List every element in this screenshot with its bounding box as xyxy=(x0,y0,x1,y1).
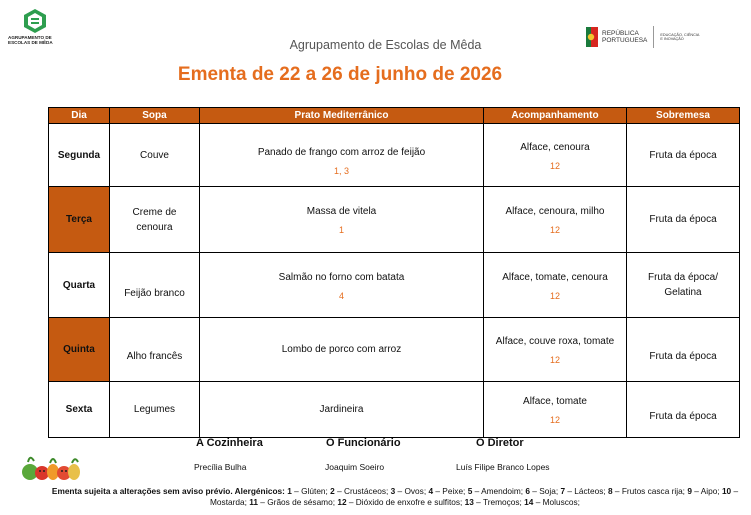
allergen-item xyxy=(465,486,523,496)
allergen-item xyxy=(388,486,426,496)
column-header-dish: Prato Mediterrânico xyxy=(200,108,484,124)
soup-cell: Feijão branco xyxy=(110,253,200,318)
vegetables-icon xyxy=(20,452,82,482)
day-cell: Terça xyxy=(49,187,110,253)
menu-header-row xyxy=(49,108,740,124)
allergen-item xyxy=(522,497,580,507)
allergen-item xyxy=(335,497,462,507)
side-name: Alface, cenoura, milho xyxy=(505,206,605,217)
soup-name: Creme de cenoura xyxy=(132,206,177,233)
school-logo-text-2: ESCOLAS DE MÊDA xyxy=(8,40,53,45)
allergen-name: – Glúten; xyxy=(291,486,328,496)
allergen-name: – Aipo; xyxy=(691,486,720,496)
allergen-name: – Dióxido de enxofre e sulfitos; xyxy=(346,497,463,507)
ministry-text-2: E INOVAÇÃO xyxy=(660,37,684,41)
menu-row-terca xyxy=(49,187,740,253)
dish-allergens: 1 xyxy=(338,225,344,235)
allergen-list xyxy=(210,486,738,507)
dish-name: Salmão no forno com batata xyxy=(278,271,405,283)
soup-cell: Couve xyxy=(110,124,200,187)
allergen-name: – Moluscos; xyxy=(533,497,580,507)
vegetables-illustration xyxy=(20,452,82,482)
side-cell xyxy=(484,124,627,187)
side-cell xyxy=(484,187,627,253)
allergen-name: – Grãos de sésamo; xyxy=(258,497,336,507)
side-allergens: 12 xyxy=(549,415,560,425)
allergen-item xyxy=(558,486,606,496)
dish-cell xyxy=(200,187,484,253)
allergen-item xyxy=(606,486,685,496)
dessert-cell xyxy=(627,253,740,318)
republic-text-1: REPÚBLICA xyxy=(602,30,639,37)
column-header-dessert: Sobremesa xyxy=(627,108,740,124)
allergen-name: – Peixe; xyxy=(433,486,466,496)
allergen-number: 7 xyxy=(560,486,566,496)
allergen-number: 1 xyxy=(287,486,292,496)
allergen-item xyxy=(523,486,558,496)
allergen-number: 6 xyxy=(525,486,530,496)
side-name: Alface, cenoura xyxy=(520,141,590,153)
dish-allergens: 4 xyxy=(338,290,344,301)
allergen-name: – Crustáceos; xyxy=(334,486,389,496)
menu-table xyxy=(48,107,740,438)
side-name: Alface, tomate, cenoura xyxy=(502,271,608,283)
side-name: Alface, couve roxa, tomate xyxy=(495,336,615,347)
menu-row-sexta xyxy=(49,382,740,438)
dish-cell xyxy=(200,253,484,318)
side-allergens: 12 xyxy=(549,355,560,365)
day-cell: Segunda xyxy=(49,124,110,187)
dish-name: Massa de vitela xyxy=(306,206,377,217)
allergen-name: – Frutos casca rija; xyxy=(612,486,685,496)
allergen-number: 9 xyxy=(687,486,692,496)
side-cell xyxy=(484,318,627,382)
soup-cell: Legumes xyxy=(110,382,200,438)
day-cell: Sexta xyxy=(49,382,110,438)
dish-cell: Jardineira xyxy=(200,382,484,438)
allergen-item xyxy=(685,486,720,496)
soup-cell: Alho francês xyxy=(110,318,200,382)
cook-title: A Cozinheira xyxy=(196,437,263,449)
dish-cell: Lombo de porco com arroz xyxy=(200,318,484,382)
school-logo-text-1: AGRUPAMENTO DE xyxy=(8,35,52,40)
allergen-name: – Tremoços; xyxy=(473,497,522,507)
dessert-cell: Fruta da época xyxy=(627,318,740,382)
dish-name: Panado de frango com arroz de feijão xyxy=(257,146,426,158)
employee-title: O Funcionário xyxy=(326,437,401,449)
menu-row-quarta xyxy=(49,253,740,318)
soup-cell xyxy=(110,187,200,253)
allergen-name: – Mostarda; xyxy=(210,486,739,507)
school-logo-icon xyxy=(22,8,48,34)
allergen-item xyxy=(247,497,335,507)
allergen-number: 2 xyxy=(330,486,335,496)
dessert-name: Fruta da época/ Gelatina xyxy=(647,272,719,298)
column-header-side: Acompanhamento xyxy=(484,108,627,124)
dessert-cell: Fruta da época xyxy=(627,187,740,253)
allergen-number: 12 xyxy=(337,497,347,507)
menu-row-segunda xyxy=(49,124,740,187)
page-title: Ementa de 22 a 26 de junho de 2026 xyxy=(177,64,503,85)
column-header-day: Dia xyxy=(49,108,110,124)
allergen-number: 5 xyxy=(467,486,473,496)
side-name: Alface, tomate xyxy=(523,396,587,407)
ministry-text-1: EDUCAÇÃO, CIÊNCIA xyxy=(660,32,700,37)
allergen-number: 4 xyxy=(428,486,434,496)
allergen-name: – Ovos; xyxy=(395,486,427,496)
dish-allergens: 1, 3 xyxy=(333,165,349,176)
director-title: O Diretor xyxy=(476,437,524,449)
dessert-cell: Fruta da época xyxy=(627,382,740,438)
dish-cell xyxy=(200,124,484,187)
side-cell xyxy=(484,253,627,318)
day-cell: Quarta xyxy=(49,253,110,318)
allergen-number: 13 xyxy=(464,497,474,507)
allergen-name: – Soja; xyxy=(529,486,559,496)
allergen-number: 10 xyxy=(721,486,732,496)
allergen-number: 11 xyxy=(249,497,258,507)
side-allergens: 12 xyxy=(549,160,560,171)
allergens-notice xyxy=(50,486,740,508)
director-name: Luís Filipe Branco Lopes xyxy=(456,462,550,472)
menu-row-quinta xyxy=(49,318,740,382)
allergen-name: – Lácteos; xyxy=(565,486,606,496)
allergen-number: 14 xyxy=(524,497,534,507)
side-cell xyxy=(484,382,627,438)
cook-name: Precília Bulha xyxy=(194,462,247,472)
allergen-number: 8 xyxy=(607,486,613,496)
allergen-item xyxy=(462,497,522,507)
allergen-name: – Amendoim; xyxy=(472,486,524,496)
organization-name: Agrupamento de Escolas de Mêda xyxy=(289,38,482,52)
side-allergens: 12 xyxy=(549,290,560,301)
side-allergens: 12 xyxy=(549,225,560,235)
allergen-item xyxy=(328,486,388,496)
allergen-number: 3 xyxy=(390,486,396,496)
day-cell: Quinta xyxy=(49,318,110,382)
allergen-item xyxy=(287,486,328,496)
allergen-item xyxy=(426,486,465,496)
dessert-cell: Fruta da época xyxy=(627,124,740,187)
employee-name: Joaquim Soeiro xyxy=(325,462,385,472)
column-header-soup: Sopa xyxy=(110,108,200,124)
republic-text-2: PORTUGUESA xyxy=(602,37,648,44)
notice-lead: Ementa sujeita a alterações sem aviso prévio. Alergénicos: xyxy=(51,486,285,496)
